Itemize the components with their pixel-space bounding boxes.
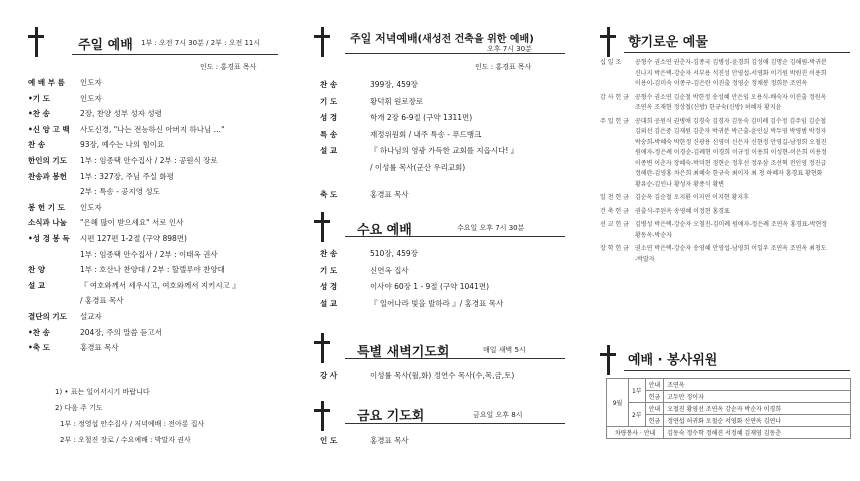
dawn-time: 매일 새벽 5시 — [483, 346, 526, 354]
order-label: 찬 송 — [320, 80, 338, 89]
friday-time: 금요일 오후 8시 — [473, 411, 523, 419]
offerings-divider — [624, 52, 850, 53]
order-label: •찬 송 — [28, 327, 50, 337]
offering-names: 공대희 공원식 권병애 김경숙 김경자 김동숙 김미례 김수정 김주임 김순철 — [635, 117, 827, 125]
order-label: 강 사 — [320, 371, 338, 380]
cross-icon — [314, 401, 330, 431]
order-value: 399장, 459장 — [370, 80, 418, 89]
evening-title: 주일 저녁예배(새성전 건축을 위한 예배) — [350, 32, 534, 45]
month-cell: 9월 — [607, 379, 629, 427]
order-value: 홍경표 목사 — [370, 190, 409, 199]
evening-time: 오후 7시 30분 — [487, 45, 532, 53]
table-row — [607, 403, 851, 415]
order-label: 찬 송 — [320, 249, 338, 258]
wednesday-title: 수요 예배 — [357, 223, 412, 238]
order-value: 사도신경, "나는 전능하신 아버지 하나님 …" — [80, 124, 225, 134]
role-cell: 안내 — [645, 379, 664, 391]
offering-names: 권출식-주된옥 송영혜 이정현 홍경표 — [635, 207, 730, 215]
offerings-title: 향기로운 예물 — [628, 35, 708, 50]
other-services-column — [300, 0, 575, 481]
order-value: 1부 : 임종택 안수집사 / 2부 : 이태옥 권사 — [80, 249, 218, 259]
offering-names: 공형수 권소연 권춘자-김종국 김병성-윤경희 김성애 김명순 김해림-박귀분 — [635, 59, 827, 66]
friday-title: 금요 기도회 — [357, 409, 425, 424]
order-value: 이사야 60장 1 - 9절 (구약 1041면) — [370, 282, 489, 291]
order-label: •찬 송 — [28, 109, 50, 119]
note-1: 1) • 표는 일어서시기 바랍니다 — [55, 388, 150, 396]
order-label: 성 경 — [320, 282, 338, 291]
order-value: 인도자 — [80, 202, 102, 212]
offering-names: 김순옥 김순철 오지환 이지연 이지현 황지후 — [635, 194, 749, 201]
order-label: 설 교 — [28, 280, 46, 290]
order-label: •성 경 봉 독 — [28, 234, 70, 243]
order-label: 기 도 — [320, 96, 338, 106]
role-cell: 헌금 — [645, 415, 664, 427]
order-value: 설교자 — [80, 312, 102, 321]
offering-names: 권소연 박은택-강순자 송영혜 안영섭-남영희 이일우 조연옥 조연옥 최청도 — [635, 245, 827, 252]
evening-leader: 인도 : 홍경표 목사 — [475, 63, 532, 71]
order-label: 소식과 나눔 — [28, 218, 67, 228]
order-value: 93장, 예수는 나의 힘이요 — [80, 140, 165, 150]
part-cell: 2부 — [629, 403, 646, 427]
vehicle-label-cell: 차량봉사 · 안내 — [607, 427, 664, 439]
note-4: 2부 : 오철진 장로 / 수요예배 : 박말자 권사 — [60, 436, 191, 444]
order-value: 『 하나님의 영광 가득한 교회를 지읍시다! 』 — [370, 146, 519, 155]
order-value: / 이성률 목사(군산 우리교회) — [370, 162, 466, 172]
offering-names: 정해란-김영홍 차은희 최혜숙 한규숙 최이자 최 청 하혜자 홍경표 황현화 — [635, 170, 823, 177]
names-cell: 정연섭 허귀화 오철순 서영화 신연옥 김연나 — [664, 415, 851, 427]
sunday-worship-column — [0, 0, 288, 481]
offering-names: 황유순-김인나 황성자 황종식 황변 — [635, 180, 725, 188]
order-value: 재정위원회 / 내주 특송 - 푸드뱅크 — [370, 129, 482, 139]
sunday-title: 주일 예배 — [78, 38, 133, 53]
order-value: 1부 : 임종택 안수집사 / 2부 : 공원식 장로 — [80, 156, 218, 165]
order-value: 510장, 459장 — [370, 249, 418, 258]
names-cell: 고두만 정이자 — [664, 391, 851, 403]
order-label: 인 도 — [320, 436, 338, 445]
order-label: 결단의 기도 — [28, 312, 67, 321]
order-value: 황덕휘 원로장로 — [370, 96, 424, 106]
offerings-column — [588, 0, 860, 481]
offering-category: 십 일 조 — [600, 59, 622, 66]
order-value: 인도자 — [80, 78, 102, 87]
sunday-times: 1부 : 오전 7시 30분 / 2부 : 오전 11시 — [141, 39, 261, 47]
order-label: 봉 헌 기 도 — [28, 202, 65, 212]
order-label: 한인의 기도 — [28, 156, 67, 165]
offering-names: 김외선 김은중 김재원 김춘자 박귀분 박근출-윤인실 박두영 박영범 박정자 — [635, 128, 827, 135]
offering-names: 김병성 박은택-강순자 오철진-김미례 원애자-정은례 조연옥 홍경표-박현정 — [635, 221, 828, 228]
sunday-divider — [72, 54, 278, 55]
note-2: 2) 다음 주 기도 — [55, 404, 103, 412]
offering-names: 조연옥 조재현 정상철(신방) 한규숙(신방) 허혜자 황지윤 — [635, 104, 782, 111]
order-label: •신 앙 고 백 — [28, 124, 70, 134]
offering-names: 이종변 이춘자 장혜숙-박미현 정현순 정후선 정우삼 조선혁 전인영 정진급 — [635, 159, 827, 167]
order-value: 시편 127편 1-2절 (구약 898면) — [80, 234, 187, 243]
order-value: 1부 : 327장, 주님 주실 화평 — [80, 171, 174, 181]
cross-icon — [314, 27, 330, 57]
order-label: 축 도 — [320, 190, 338, 199]
offering-names: 신나지 박은택-강순자 서부용 석진성 안영섭-서영화 이기원 박원진 이용희 — [635, 69, 827, 77]
names-cell: 조연옥 — [664, 379, 851, 391]
offering-category: 장 학 헌 금 — [600, 245, 629, 252]
wednesday-time: 수요일 오후 7시 30분 — [457, 224, 525, 232]
service-roster-table — [606, 378, 851, 439]
sunday-leader: 인도 : 홍경표 목사 — [200, 63, 257, 71]
order-value: 『 여호와께서 세우시고, 여호와께서 지키시고 』 — [80, 280, 240, 290]
order-value: 홍경표 목사 — [370, 436, 409, 445]
offering-names: -박말자 — [635, 255, 655, 263]
order-label: •축 도 — [28, 343, 50, 353]
cross-icon — [314, 333, 330, 363]
part-cell: 1부 — [629, 379, 646, 403]
offering-names: 원애자-정은례 이경순-김례현 이경희 이규정 이용희 이성현-이은희 이용정 — [635, 149, 827, 156]
order-label: 기 도 — [320, 265, 338, 275]
order-value: 2장, 찬양 성부 성자 성령 — [80, 109, 162, 119]
order-label: 특 송 — [320, 129, 338, 139]
offering-category: 건 축 헌 금 — [600, 207, 629, 215]
offering-names: 이용이-김미숙 이종구-김은란 이진출 정영순 정채봉 정희문 조연옥 — [635, 80, 808, 87]
offering-names: 박숭희-박혜숙 박한정 신광용 신영미 신은자 신현정 안영길-남정희 오철진 — [635, 138, 827, 146]
role-cell: 헌금 — [645, 391, 664, 403]
order-label: •기 도 — [28, 93, 50, 103]
order-label: 설 교 — [320, 298, 338, 308]
dawn-divider — [345, 358, 565, 359]
order-value: 『 일어나라 빛을 발하라 』/ 홍경표 목사 — [370, 298, 504, 308]
order-label: 찬 송 — [28, 140, 46, 150]
note-3: 1부 : 정영섭 안수집사 / 저녁예배 : 전아롱 집사 — [60, 420, 205, 428]
offering-category: 일 천 헌 금 — [600, 194, 629, 201]
order-value: 인도자 — [80, 93, 102, 103]
order-label: 예 배 부 름 — [28, 78, 65, 87]
order-value: 홍경표 목사 — [80, 343, 119, 353]
order-value: 204장, 주의 말씀 듣고서 — [80, 327, 162, 337]
offering-category: 감 사 헌 금 — [600, 93, 629, 101]
order-label: 찬송과 봉헌 — [28, 171, 67, 181]
order-value: 신연옥 집사 — [370, 265, 409, 275]
wednesday-divider — [345, 236, 565, 237]
order-value: 이성률 목사(월,화) 정연수 목사(수,목,금,토) — [370, 371, 515, 380]
offering-names: 황동옥-박순자 — [635, 231, 672, 239]
evening-divider — [345, 53, 565, 54]
offering-names: 공형수 권소연 김순철 박한정 송성혜 안은임 오용식-배숙자 이진출 정원옥 — [635, 93, 827, 101]
order-value: "은혜 많이 받으세요" 서로 인사 — [80, 218, 184, 228]
order-label: 찬 양 — [28, 265, 46, 275]
cross-icon — [600, 345, 616, 375]
order-value: 1부 : 호산나 찬양대 / 2부 : 할렐루야 찬양대 — [80, 265, 225, 275]
offering-category: 선 교 헌 금 — [600, 221, 629, 228]
order-value: 학개 2장 6-9절 (구약 1311면) — [370, 113, 473, 122]
order-value: 2부 : 특송 - 공지영 성도 — [80, 187, 160, 197]
role-cell: 안내 — [645, 403, 664, 415]
cross-icon — [600, 27, 616, 57]
offering-category: 주 일 헌 금 — [600, 117, 629, 125]
dawn-title: 특별 새벽기도회 — [357, 345, 450, 360]
table-row — [607, 427, 851, 439]
cross-icon — [28, 27, 44, 57]
cross-icon — [314, 212, 330, 242]
names-cell: 오철진 황영선 조연옥 강순자 박순자 이경희 — [664, 403, 851, 415]
order-label: 설 교 — [320, 146, 338, 155]
table-row — [607, 379, 851, 391]
order-value: / 홍경표 목사 — [80, 296, 124, 306]
friday-divider — [345, 423, 565, 424]
service-title: 예배 · 봉사위원 — [628, 353, 718, 368]
order-label: 성 경 — [320, 113, 338, 122]
service-divider — [624, 370, 850, 371]
vehicle-names-cell: 김동숙 정수학 정해진 서정혜 김재영 김동춘 — [664, 427, 851, 439]
